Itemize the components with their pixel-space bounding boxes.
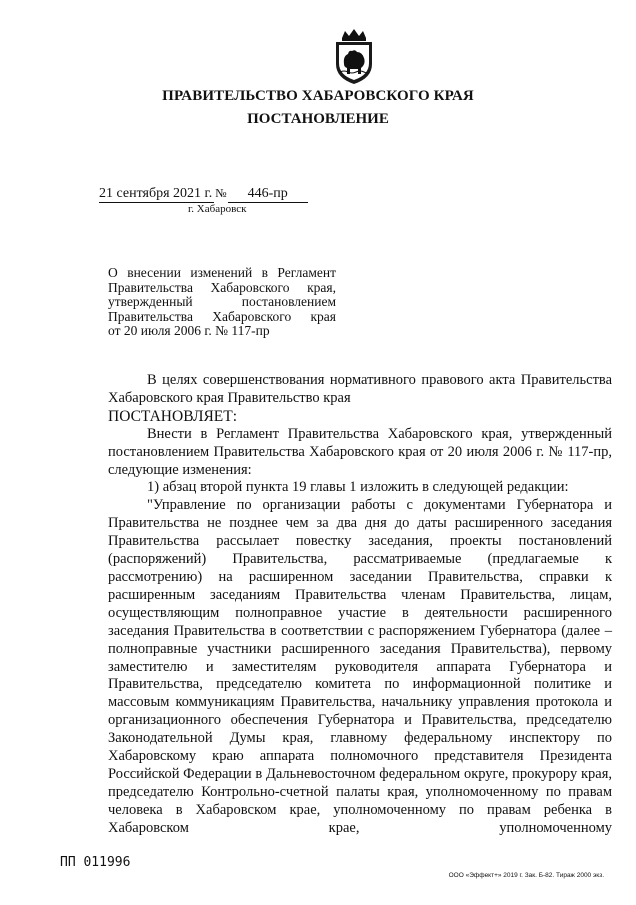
subject-line: Правительства Хабаровского края,	[108, 279, 336, 295]
resolves-heading: ПОСТАНОВЛЯЕТ:	[108, 407, 238, 425]
decree-body	[108, 372, 612, 838]
item-1-paragraph: 1) абзац второй пункта 19 главы 1 изложить в следующей редакции:	[147, 479, 569, 496]
decree-city: г. Хабаровск	[188, 203, 247, 215]
quoted-text-paragraph: "Управление по организации работы с документами Губернатора и Правительства не позднее чем за два дня до даты расширенного заседания Правительства рассылает повестку заседания, проекты постановлений (распоряжений) Правительства, рассматриваемые (предлагаемые к рассмотрению) на расширенном заседании Правительства, справки к расширенным заседаниям Правительства членам Правительства, лицам, осуществляющим полноправное участие в деятельности расширенного заседания Правительства в соответствии с распоряжением Губернатора (далее – полноправные участники расширенного заседания Правительства), первому заместителю и заместителям руководителя аппарата Губернатора и Правительства, председателю комитета по информационной политике и массовым коммуникациям Правительства, начальнику управления протокола и организационного обеспечения Губернатора и Правительства, председателю Законодательной Думы края, главному федеральному инспектору по Хабаровскому краю аппарата полномочного представителя Президента Российской Федерации в Дальневосточном федеральном округе, прокурору края, председателю Контрольно-счетной палаты края, уполномоченному по правам человека в Хабаровском крае, уполномоченному по правам ребенка в Хабаровском крае, уполномоченному	[108, 497, 612, 836]
government-name: ПРАВИТЕЛЬСТВО ХАБАРОВСКОГО КРАЯ	[162, 88, 474, 104]
coat-of-arms-icon	[328, 28, 380, 86]
subject-line: О внесении изменений в Регламент	[108, 265, 336, 280]
document-type: ПОСТАНОВЛЕНИЕ	[247, 111, 389, 127]
decree-date-number	[99, 186, 308, 203]
decree-number: 446-пр	[228, 186, 308, 203]
decree-subject	[108, 266, 336, 339]
number-label: №	[215, 186, 227, 200]
intro-paragraph: Внести в Регламент Правительства Хабаровского края, утвержденный постановлением Правительства Хабаровского края от 20 июля 2006 г. № 117-пр, следующие изменения:	[108, 425, 612, 478]
subject-line: Правительства Хабаровского края	[108, 308, 336, 324]
printer-imprint: ООО «Эффект+» 2019 г. Зак. Б-82. Тираж 2000 экз.	[448, 872, 604, 879]
decree-date: 21 сентября 2021 г.	[99, 186, 213, 201]
subject-line: от 20 июля 2006 г. № 117-пр	[108, 323, 270, 338]
form-code: ПП 011996	[60, 855, 131, 870]
preamble-paragraph: В целях совершенствования нормативного правового акта Правительства Хабаровского края Правительство края	[108, 372, 612, 406]
subject-line: утвержденный постановлением	[108, 294, 336, 309]
